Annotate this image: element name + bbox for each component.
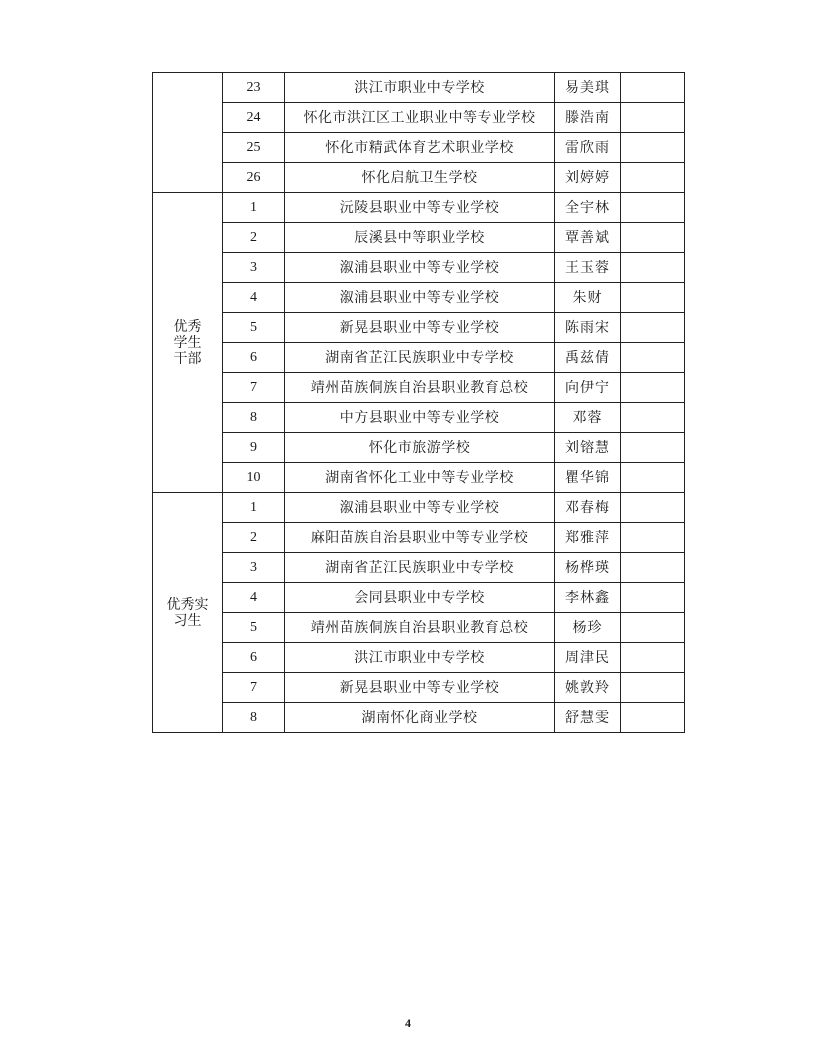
student-name-cell: 瞿华锦 xyxy=(555,463,621,493)
table-row xyxy=(153,163,685,193)
school-cell: 靖州苗族侗族自治县职业教育总校 xyxy=(285,613,555,643)
empty-cell xyxy=(621,523,685,553)
school-cell: 湖南省芷江民族职业中专学校 xyxy=(285,553,555,583)
table-row xyxy=(153,103,685,133)
school-cell: 怀化市精武体育艺术职业学校 xyxy=(285,133,555,163)
empty-cell xyxy=(621,313,685,343)
school-cell: 辰溪县中等职业学校 xyxy=(285,223,555,253)
row-number-cell: 2 xyxy=(223,223,285,253)
empty-cell xyxy=(621,403,685,433)
category-cell xyxy=(153,73,223,193)
student-name-cell: 禹兹倩 xyxy=(555,343,621,373)
student-name-cell: 邓春梅 xyxy=(555,493,621,523)
table-row xyxy=(153,613,685,643)
table-row xyxy=(153,403,685,433)
table-row xyxy=(153,313,685,343)
student-name-cell: 杨桦瑛 xyxy=(555,553,621,583)
empty-cell xyxy=(621,103,685,133)
empty-cell xyxy=(621,583,685,613)
empty-cell xyxy=(621,463,685,493)
empty-cell xyxy=(621,493,685,523)
student-name-cell: 姚敦羚 xyxy=(555,673,621,703)
school-cell: 湖南省怀化工业中等专业学校 xyxy=(285,463,555,493)
table-row xyxy=(153,73,685,103)
student-name-cell: 易美琪 xyxy=(555,73,621,103)
empty-cell xyxy=(621,673,685,703)
table-row xyxy=(153,133,685,163)
category-cell xyxy=(153,493,223,733)
school-cell: 靖州苗族侗族自治县职业教育总校 xyxy=(285,373,555,403)
table-row xyxy=(153,643,685,673)
category-label-line: 学生 xyxy=(173,334,202,351)
school-cell: 怀化启航卫生学校 xyxy=(285,163,555,193)
table-row xyxy=(153,223,685,253)
row-number-cell: 10 xyxy=(223,463,285,493)
row-number-cell: 26 xyxy=(223,163,285,193)
student-name-cell: 刘婷婷 xyxy=(555,163,621,193)
row-number-cell: 23 xyxy=(223,73,285,103)
empty-cell xyxy=(621,373,685,403)
row-number-cell: 7 xyxy=(223,673,285,703)
row-number-cell: 5 xyxy=(223,613,285,643)
row-number-cell: 1 xyxy=(223,193,285,223)
page-number: 4 xyxy=(405,1016,411,1030)
row-number-cell: 1 xyxy=(223,493,285,523)
school-cell: 溆浦县职业中等专业学校 xyxy=(285,253,555,283)
school-cell: 洪江市职业中专学校 xyxy=(285,73,555,103)
row-number-cell: 8 xyxy=(223,403,285,433)
student-name-cell: 全宇林 xyxy=(555,193,621,223)
school-cell: 中方县职业中等专业学校 xyxy=(285,403,555,433)
student-name-cell: 刘镕慧 xyxy=(555,433,621,463)
row-number-cell: 3 xyxy=(223,553,285,583)
table-row xyxy=(153,583,685,613)
category-label-line: 习生 xyxy=(173,612,202,629)
empty-cell xyxy=(621,163,685,193)
awards-table-body xyxy=(153,73,685,733)
category-label-line: 优秀实 xyxy=(166,596,209,613)
student-name-cell: 滕浩南 xyxy=(555,103,621,133)
awards-table xyxy=(152,72,685,733)
row-number-cell: 8 xyxy=(223,703,285,733)
student-name-cell: 郑雅萍 xyxy=(555,523,621,553)
row-number-cell: 4 xyxy=(223,283,285,313)
table-row xyxy=(153,253,685,283)
empty-cell xyxy=(621,253,685,283)
row-number-cell: 4 xyxy=(223,583,285,613)
row-number-cell: 25 xyxy=(223,133,285,163)
table-row xyxy=(153,703,685,733)
table-row xyxy=(153,343,685,373)
student-name-cell: 舒慧雯 xyxy=(555,703,621,733)
empty-cell xyxy=(621,613,685,643)
row-number-cell: 6 xyxy=(223,643,285,673)
empty-cell xyxy=(621,193,685,223)
student-name-cell: 王玉蓉 xyxy=(555,253,621,283)
school-cell: 沅陵县职业中等专业学校 xyxy=(285,193,555,223)
row-number-cell: 9 xyxy=(223,433,285,463)
category-label-line: 优秀 xyxy=(173,318,202,335)
row-number-cell: 2 xyxy=(223,523,285,553)
empty-cell xyxy=(621,283,685,313)
table-row xyxy=(153,673,685,703)
category-label-line: 干部 xyxy=(173,350,202,367)
empty-cell xyxy=(621,643,685,673)
table-row xyxy=(153,463,685,493)
table-row xyxy=(153,553,685,583)
student-name-cell: 周津民 xyxy=(555,643,621,673)
student-name-cell: 杨珍 xyxy=(555,613,621,643)
empty-cell xyxy=(621,703,685,733)
empty-cell xyxy=(621,133,685,163)
student-name-cell: 陈雨宋 xyxy=(555,313,621,343)
student-name-cell: 邓蓉 xyxy=(555,403,621,433)
row-number-cell: 5 xyxy=(223,313,285,343)
school-cell: 麻阳苗族自治县职业中等专业学校 xyxy=(285,523,555,553)
school-cell: 怀化市洪江区工业职业中等专业学校 xyxy=(285,103,555,133)
row-number-cell: 6 xyxy=(223,343,285,373)
school-cell: 洪江市职业中专学校 xyxy=(285,643,555,673)
table-row xyxy=(153,283,685,313)
student-name-cell: 覃善斌 xyxy=(555,223,621,253)
student-name-cell: 雷欣雨 xyxy=(555,133,621,163)
school-cell: 溆浦县职业中等专业学校 xyxy=(285,283,555,313)
table-row xyxy=(153,523,685,553)
school-cell: 湖南省芷江民族职业中专学校 xyxy=(285,343,555,373)
table-row xyxy=(153,433,685,463)
empty-cell xyxy=(621,73,685,103)
school-cell: 新晃县职业中等专业学校 xyxy=(285,313,555,343)
school-cell: 会同县职业中专学校 xyxy=(285,583,555,613)
table-row xyxy=(153,193,685,223)
row-number-cell: 24 xyxy=(223,103,285,133)
empty-cell xyxy=(621,343,685,373)
empty-cell xyxy=(621,553,685,583)
school-cell: 湖南怀化商业学校 xyxy=(285,703,555,733)
table-row xyxy=(153,373,685,403)
row-number-cell: 3 xyxy=(223,253,285,283)
school-cell: 新晃县职业中等专业学校 xyxy=(285,673,555,703)
category-cell xyxy=(153,193,223,493)
table-row xyxy=(153,493,685,523)
student-name-cell: 李林鑫 xyxy=(555,583,621,613)
school-cell: 怀化市旅游学校 xyxy=(285,433,555,463)
student-name-cell: 向伊宁 xyxy=(555,373,621,403)
empty-cell xyxy=(621,433,685,463)
row-number-cell: 7 xyxy=(223,373,285,403)
student-name-cell: 朱财 xyxy=(555,283,621,313)
school-cell: 溆浦县职业中等专业学校 xyxy=(285,493,555,523)
empty-cell xyxy=(621,223,685,253)
